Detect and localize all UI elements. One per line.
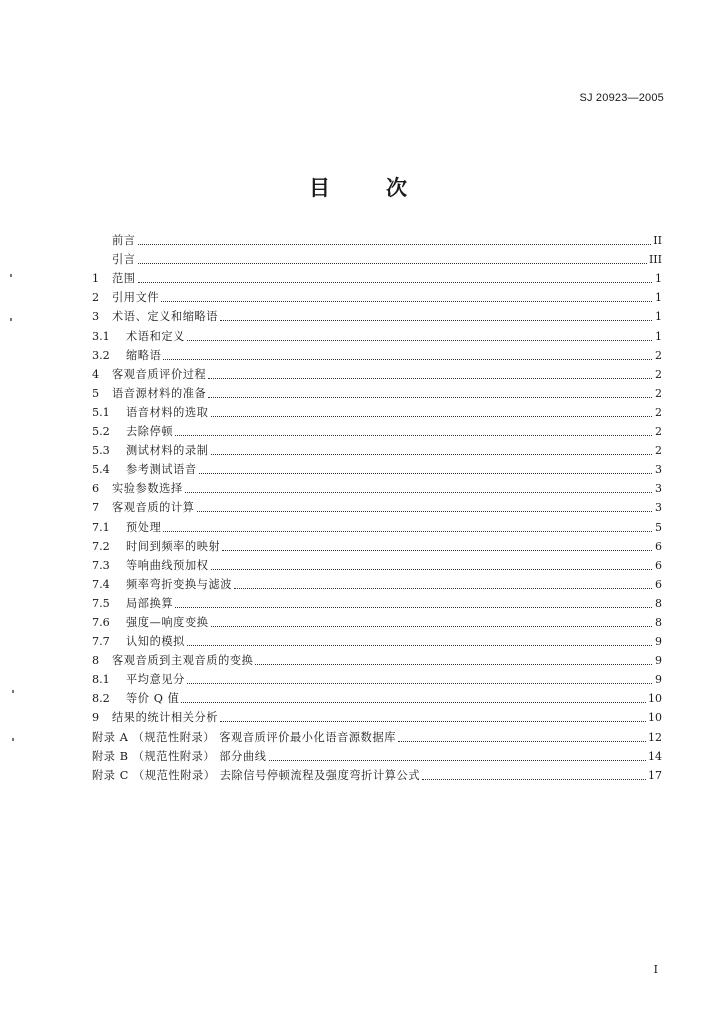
toc-entry [92,708,662,727]
toc-entry-number: 9 [92,711,100,725]
toc-entry-page: 3 [655,501,662,515]
toc-dot-leader [187,645,652,646]
toc-entry-number: 8.1 [92,673,110,687]
toc-entry [92,498,662,517]
toc-dot-leader [185,492,652,493]
toc-entry-label: 预处理 [126,520,162,534]
toc-dot-leader [199,473,652,474]
toc-dot-leader [187,683,652,684]
toc-entry-page: 2 [655,367,662,381]
toc-entry-number: 5 [92,386,100,400]
toc-entry-label: 结果的统计相关分析 [112,711,219,725]
toc-entry [92,403,662,422]
toc-entry [92,727,662,746]
toc-dot-leader [208,378,652,379]
footer-page-number: I [653,963,658,976]
toc-entry-page: 3 [655,463,662,477]
toc-dot-leader [208,397,652,398]
toc-entry-page: 17 [648,768,662,782]
toc-entry-page: 12 [648,730,662,744]
toc-dot-leader [220,320,652,321]
toc-entry-label: 附录 B （规范性附录） 部分曲线 [92,749,267,763]
toc-entry [92,613,662,632]
toc-entry-label: 术语、定义和缩略语 [112,310,219,324]
toc-entry [92,575,662,594]
toc-entry-page: III [648,253,662,267]
toc-entry [92,269,662,288]
toc-entry-label: 实验参数选择 [112,482,183,496]
toc-entry-number: 7.5 [92,596,110,610]
toc-entry-label: 时间到频率的映射 [126,539,221,553]
toc-entry [92,517,662,536]
toc-entry-label: 客观音质评价过程 [112,367,207,381]
toc-entry-page: 14 [648,749,662,763]
toc-entry-number: 7.2 [92,539,110,553]
toc-entry-label: 认知的模拟 [126,635,185,649]
toc-entry [92,365,662,384]
toc-entry-page: 10 [648,692,662,706]
toc-entry-label: 频率弯折变换与滤波 [126,577,233,591]
toc-entry [92,460,662,479]
toc-entry-number: 6 [92,482,100,496]
toc-entry-label: 客观音质到主观音质的变换 [112,654,254,668]
toc-entry-label: 附录 C （规范性附录） 去除信号停顿流程及强度弯折计算公式 [92,768,421,782]
toc-entry-label: 参考测试语音 [126,463,197,477]
toc-entry-page: II [653,234,662,248]
toc-entry-label: 引用文件 [112,291,160,305]
toc-dot-leader [211,454,652,455]
scan-speck [12,690,14,693]
toc-entry-label: 前言 [112,234,136,248]
toc-entry [92,632,662,651]
toc-entry-number: 1 [92,272,100,286]
toc-entry-page: 8 [655,615,662,629]
toc-entry [92,670,662,689]
toc-entry-page: 6 [655,577,662,591]
standard-number: SJ 20923—2005 [579,92,664,104]
toc-entry [92,422,662,441]
toc-dot-leader [187,340,652,341]
toc-dot-leader [138,244,652,245]
toc-entry-number: 3.1 [92,329,110,343]
toc-entry-label: 局部换算 [126,596,174,610]
toc-entry-page: 2 [655,348,662,362]
toc-dot-leader [161,301,652,302]
toc-dot-leader [175,435,652,436]
toc-entry-label: 缩略语 [126,348,162,362]
toc-entry-number: 7.7 [92,635,110,649]
toc-entry [92,689,662,708]
toc-entry-number: 7.1 [92,520,110,534]
toc-entry-label: 附录 A （规范性附录） 客观音质评价最小化语音源数据库 [92,730,397,744]
toc-entry-number: 7 [92,501,100,515]
toc-entry-number: 8 [92,654,100,668]
title-char-2: 次 [386,175,407,200]
title-char-1: 目 [309,175,330,200]
toc-dot-leader [422,779,646,780]
toc-entry-label: 等价 Q 值 [126,692,180,706]
toc-dot-leader [175,607,652,608]
page-title [0,172,716,202]
toc-entry-number: 7.3 [92,558,110,572]
toc-entry-page: 1 [655,329,662,343]
toc-entry-number: 8.2 [92,692,110,706]
toc-entry-label: 引言 [112,253,136,267]
toc-entry-label: 等响曲线预加权 [126,558,209,572]
toc-dot-leader [163,359,652,360]
toc-dot-leader [222,550,652,551]
toc-entry [92,231,662,250]
table-of-contents [92,231,662,785]
toc-dot-leader [138,263,647,264]
toc-entry-number: 5.2 [92,425,110,439]
toc-entry-number: 4 [92,367,100,381]
toc-entry-page: 1 [655,310,662,324]
scan-speck [12,738,14,741]
toc-dot-leader [220,721,646,722]
toc-dot-leader [211,416,652,417]
toc-entry-page: 1 [655,272,662,286]
toc-entry-number: 5.3 [92,444,110,458]
scan-speck [10,274,12,277]
toc-entry [92,346,662,365]
toc-entry-label: 语音材料的选取 [126,405,209,419]
scan-speck [10,318,12,321]
toc-dot-leader [181,702,646,703]
toc-entry-page: 5 [655,520,662,534]
toc-entry [92,384,662,403]
toc-dot-leader [398,741,646,742]
toc-entry-label: 客观音质的计算 [112,501,195,515]
toc-entry-page: 10 [648,711,662,725]
toc-entry-page: 1 [655,291,662,305]
toc-entry-label: 语音源材料的准备 [112,386,207,400]
toc-entry-number: 5.1 [92,405,110,419]
toc-entry-label: 平均意见分 [126,673,185,687]
toc-entry-page: 9 [655,654,662,668]
toc-entry [92,250,662,269]
toc-entry-label: 术语和定义 [126,329,185,343]
toc-dot-leader [211,626,652,627]
toc-entry-number: 2 [92,291,100,305]
toc-entry [92,537,662,556]
toc-entry [92,747,662,766]
toc-entry-number: 7.6 [92,615,110,629]
toc-entry-page: 9 [655,673,662,687]
toc-dot-leader [163,531,652,532]
toc-entry-page: 3 [655,482,662,496]
toc-entry-label: 范围 [112,272,136,286]
toc-entry-page: 2 [655,425,662,439]
toc-entry [92,288,662,307]
toc-entry-number: 3 [92,310,100,324]
toc-entry [92,556,662,575]
toc-entry [92,441,662,460]
toc-entry-number: 3.2 [92,348,110,362]
toc-entry-page: 2 [655,386,662,400]
toc-entry-page: 2 [655,444,662,458]
toc-entry [92,307,662,326]
toc-entry [92,479,662,498]
toc-entry-page: 9 [655,635,662,649]
toc-entry-number: 5.4 [92,463,110,477]
toc-entry [92,326,662,345]
toc-entry [92,594,662,613]
toc-entry-page: 6 [655,539,662,553]
toc-entry-label: 测试材料的录制 [126,444,209,458]
toc-entry-page: 2 [655,405,662,419]
toc-entry [92,766,662,785]
toc-dot-leader [269,760,646,761]
toc-dot-leader [255,664,652,665]
toc-entry-page: 6 [655,558,662,572]
toc-dot-leader [234,588,652,589]
toc-entry-label: 去除停顿 [126,425,174,439]
toc-entry [92,651,662,670]
toc-entry-label: 强度—响度变换 [126,615,209,629]
toc-dot-leader [138,282,652,283]
toc-dot-leader [197,511,652,512]
toc-dot-leader [211,569,652,570]
toc-entry-page: 8 [655,596,662,610]
toc-entry-number: 7.4 [92,577,110,591]
